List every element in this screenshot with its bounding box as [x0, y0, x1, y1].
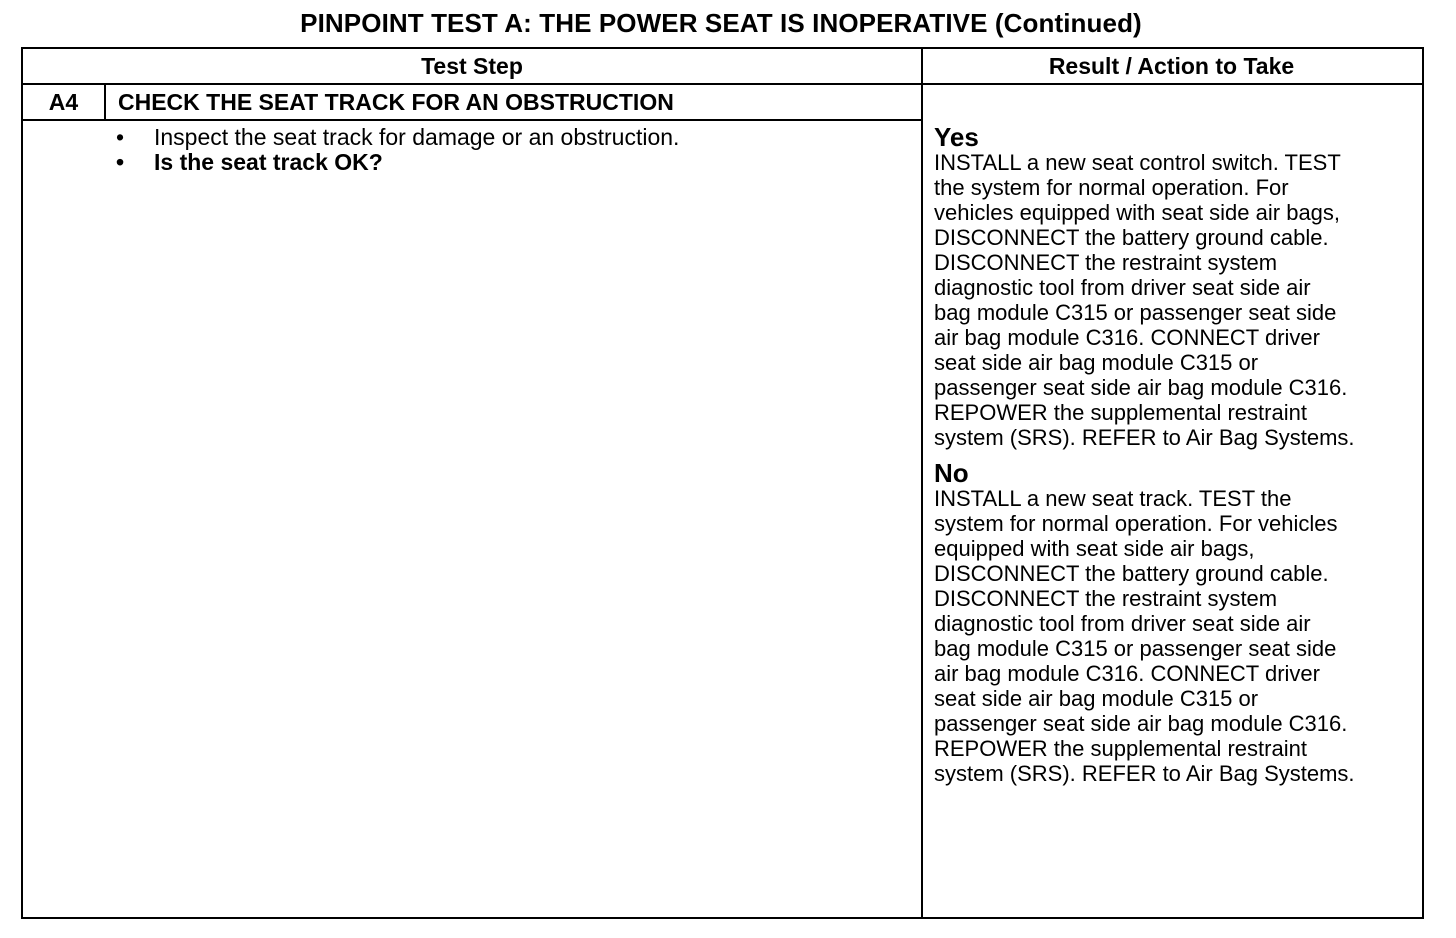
instruction-text: Inspect the seat track for damage or an obstruction.: [154, 124, 680, 150]
step-instructions: [116, 125, 679, 175]
step-id: A4: [48, 89, 79, 115]
result-line: DISCONNECT the battery ground cable.: [934, 561, 1329, 586]
result-line: passenger seat side air bag module C316.: [934, 375, 1348, 400]
bullet-marker: •: [116, 149, 125, 175]
result-line: DISCONNECT the battery ground cable.: [934, 225, 1329, 250]
result-yes: [934, 124, 1420, 450]
result-yes-action: [934, 150, 1420, 450]
page-title: PINPOINT TEST A: THE POWER SEAT IS INOPERATIVE (Continued): [300, 8, 1142, 38]
bullet-marker: •: [116, 124, 125, 150]
result-no-action: [934, 486, 1420, 786]
result-line: INSTALL a new seat track. TEST the: [934, 486, 1292, 511]
result-line: REPOWER the supplemental restraint: [934, 400, 1307, 425]
result-line: diagnostic tool from driver seat side air: [934, 611, 1311, 636]
result-yes-label: Yes: [934, 122, 979, 152]
result-line: DISCONNECT the restraint system: [934, 586, 1278, 611]
result-line: air bag module C316. CONNECT driver: [934, 661, 1320, 686]
step-title: CHECK THE SEAT TRACK FOR AN OBSTRUCTION: [118, 89, 674, 115]
result-line: system (SRS). REFER to Air Bag Systems.: [934, 425, 1355, 450]
result-line: seat side air bag module C315 or: [934, 350, 1259, 375]
result-line: system for normal operation. For vehicles: [934, 511, 1338, 536]
result-line: seat side air bag module C315 or: [934, 686, 1259, 711]
header-test-step: Test Step: [421, 53, 523, 79]
result-no: [934, 460, 1420, 786]
header-row-divider: [21, 83, 1424, 85]
result-line: INSTALL a new seat control switch. TEST: [934, 150, 1341, 175]
header-result-action: Result / Action to Take: [1048, 53, 1295, 79]
result-line: air bag module C316. CONNECT driver: [934, 325, 1320, 350]
result-line: diagnostic tool from driver seat side air: [934, 275, 1311, 300]
result-line: passenger seat side air bag module C316.: [934, 711, 1348, 736]
step-id-divider: [104, 83, 106, 121]
result-line: DISCONNECT the restraint system: [934, 250, 1278, 275]
result-line: bag module C315 or passenger seat side: [934, 300, 1337, 325]
instruction-item: [116, 125, 679, 150]
instruction-item-question: [116, 150, 679, 175]
column-divider: [921, 47, 923, 919]
instruction-question-text: Is the seat track OK?: [154, 149, 383, 175]
result-line: REPOWER the supplemental restraint: [934, 736, 1307, 761]
result-line: vehicles equipped with seat side air bags,: [934, 200, 1341, 225]
result-line: bag module C315 or passenger seat side: [934, 636, 1337, 661]
result-line: system (SRS). REFER to Air Bag Systems.: [934, 761, 1355, 786]
result-line: the system for normal operation. For: [934, 175, 1289, 200]
step-title-divider: [21, 119, 923, 121]
result-no-label: No: [934, 458, 969, 488]
result-line: equipped with seat side air bags,: [934, 536, 1255, 561]
